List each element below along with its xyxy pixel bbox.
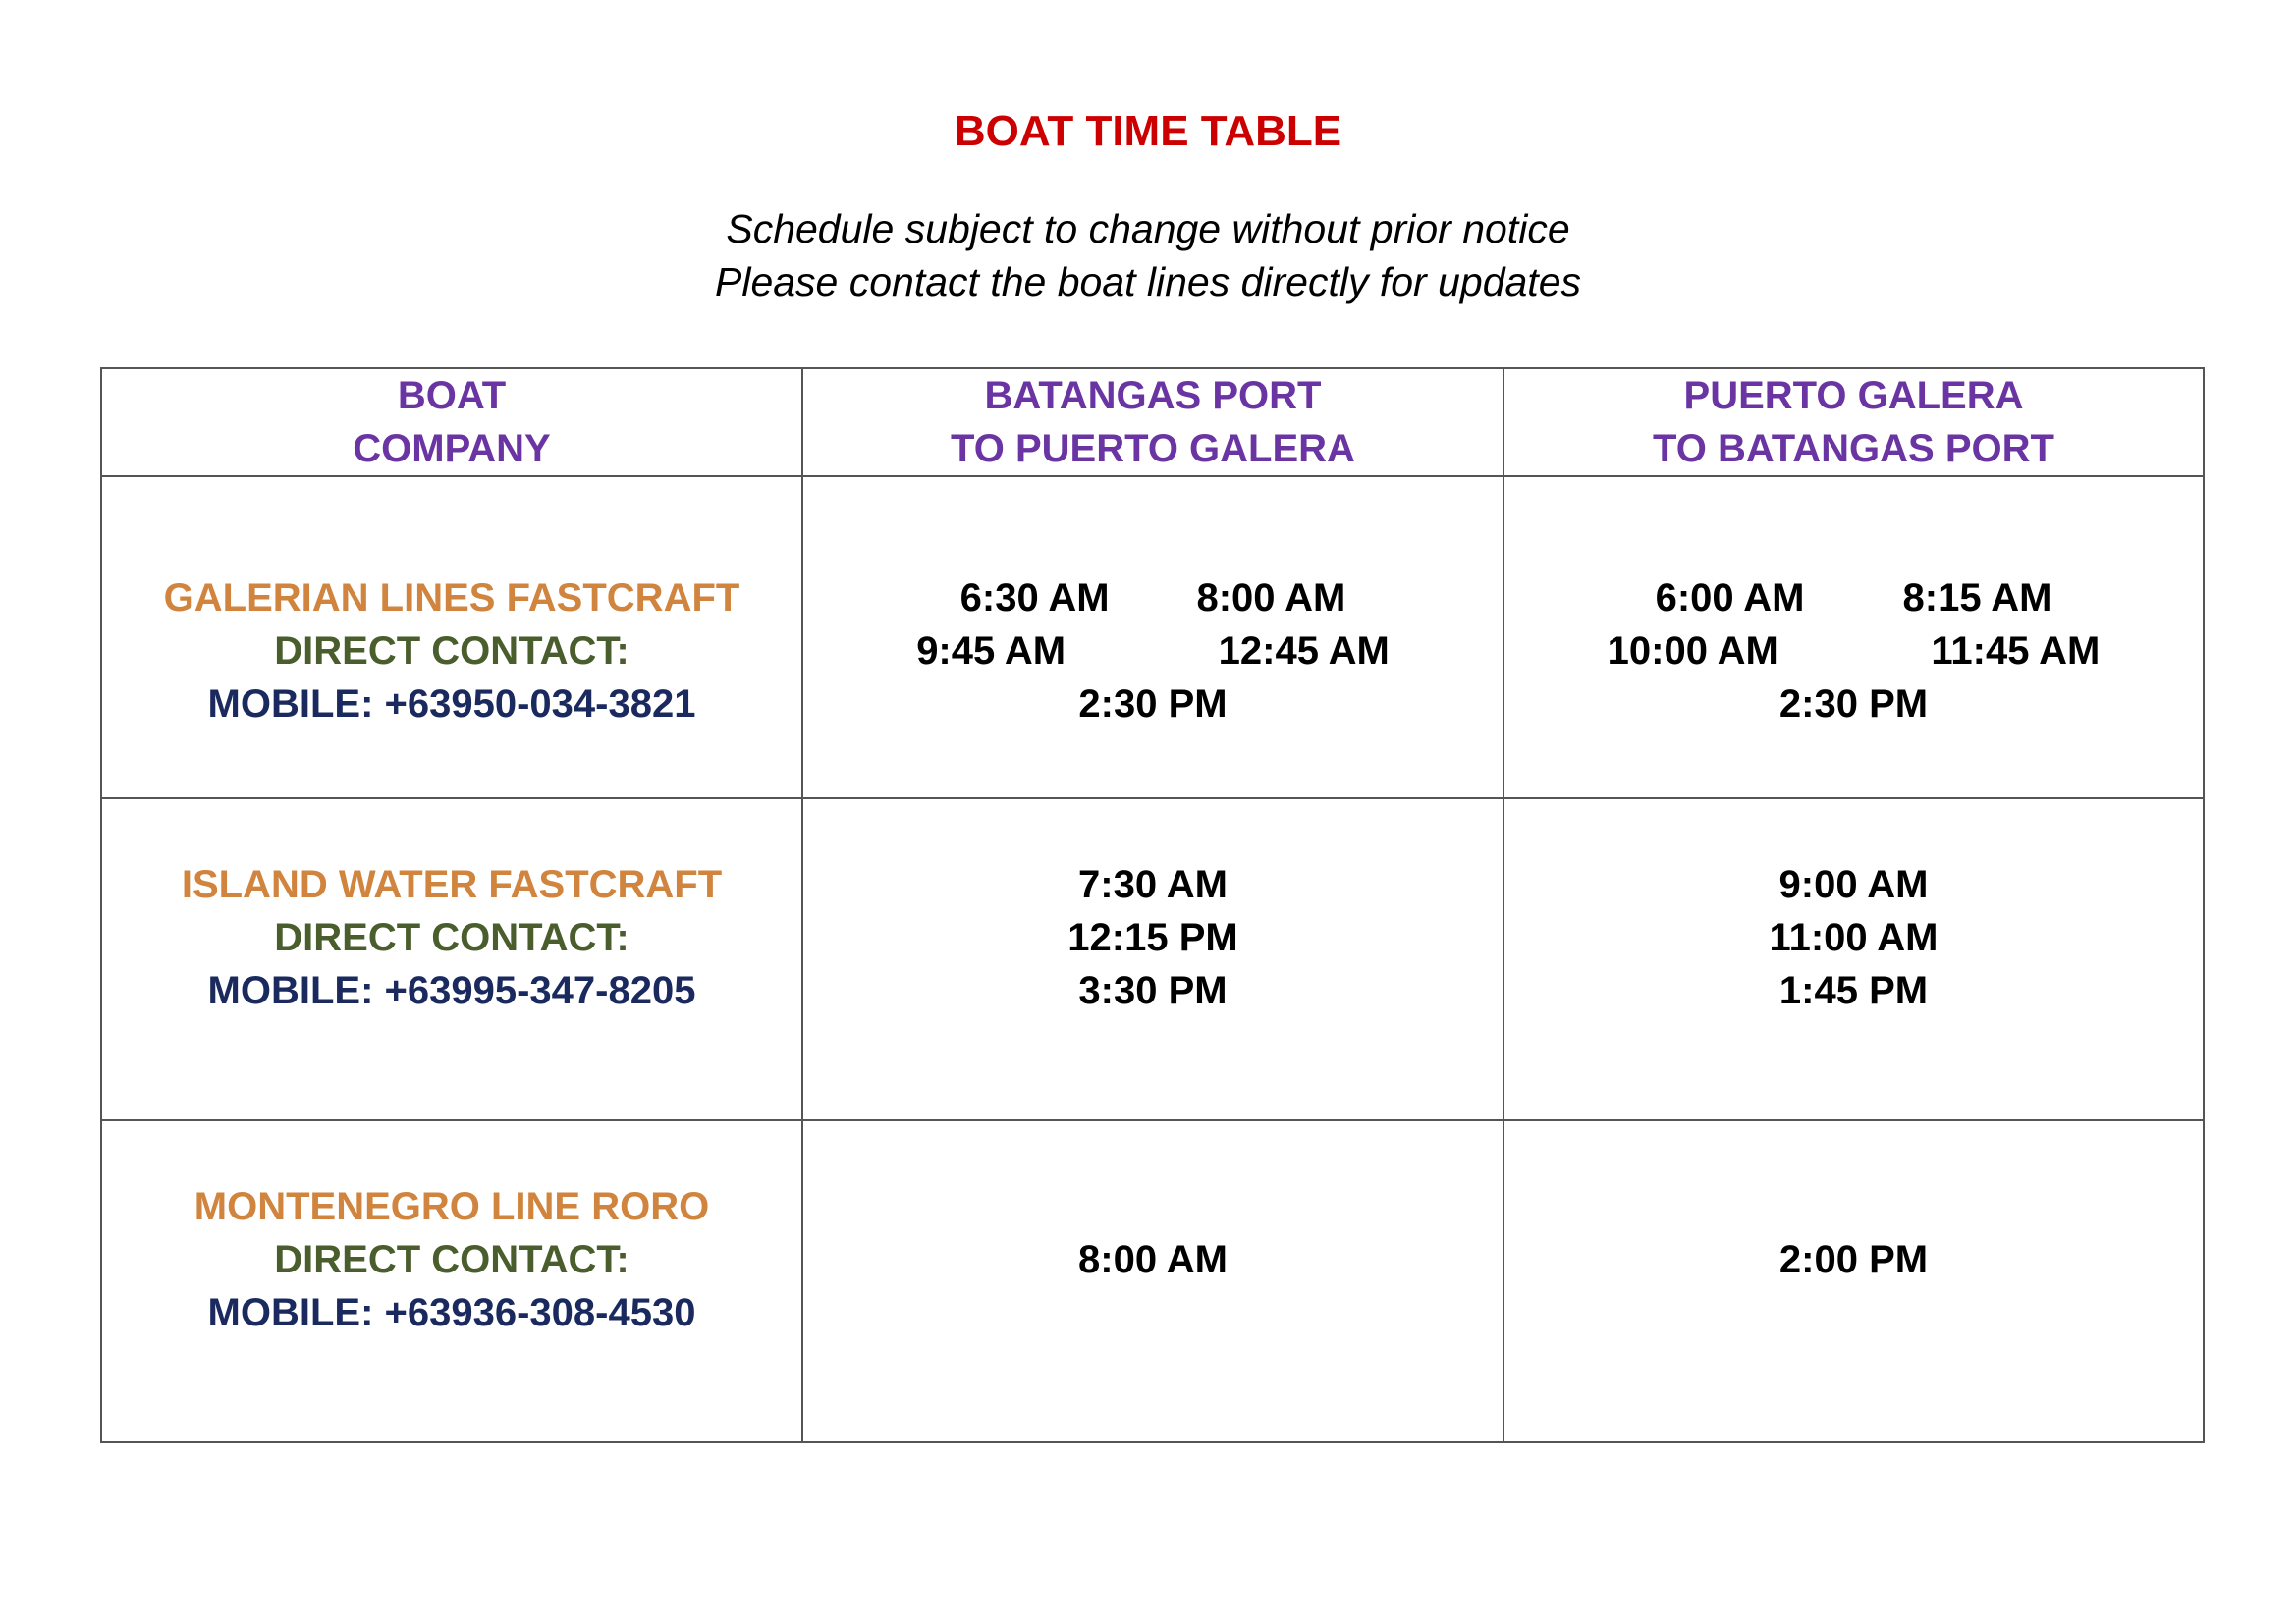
time-entry: 11:00 AM (1769, 916, 1939, 959)
header-line: TO PUERTO GALERA (951, 427, 1355, 470)
company-name: MONTENEGRO LINE RORO (193, 1185, 710, 1228)
time-entry: 1:45 PM (1778, 969, 1929, 1012)
header-line: TO BATANGAS PORT (1653, 427, 2054, 470)
mobile-number: MOBILE: +63950-034-3821 (207, 682, 696, 726)
header-puerto-to-batangas (1503, 368, 2204, 476)
contact-label: DIRECT CONTACT: (274, 629, 629, 673)
company-cell (101, 1120, 802, 1442)
company-cell (101, 798, 802, 1120)
time-entry: 2:30 PM (1078, 682, 1228, 726)
table-header-row (101, 368, 2204, 476)
contact-label: DIRECT CONTACT: (274, 916, 629, 959)
company-name: GALERIAN LINES FASTCRAFT (163, 576, 740, 620)
time-entry: 10:00 AM 11:45 AM (1607, 629, 2101, 673)
page-title: BOAT TIME TABLE (954, 107, 1342, 155)
time-entry: 3:30 PM (1078, 969, 1228, 1012)
header-line: PUERTO GALERA (1683, 374, 2024, 417)
mobile-number: MOBILE: +63995-347-8205 (207, 969, 696, 1012)
subtitle-line-1: Schedule subject to change without prior notice (726, 206, 1570, 251)
batangas-to-puerto-times (802, 798, 1503, 1120)
table-row (101, 476, 2204, 798)
time-entry: 2:30 PM (1778, 682, 1929, 726)
company-cell (101, 476, 802, 798)
time-entry: 2:00 PM (1778, 1238, 1929, 1281)
time-entry: 9:45 AM 12:45 AM (916, 629, 1390, 673)
timetable (100, 367, 2205, 1443)
header-line: BOAT (397, 374, 507, 417)
header-batangas-to-puerto (802, 368, 1503, 476)
table-row (101, 798, 2204, 1120)
puerto-to-batangas-times (1503, 798, 2204, 1120)
time-entry: 12:15 PM (1067, 916, 1238, 959)
header-boat-company (101, 368, 802, 476)
puerto-to-batangas-times (1503, 476, 2204, 798)
mobile-number: MOBILE: +63936-308-4530 (207, 1291, 696, 1334)
time-entry: 6:00 AM 8:15 AM (1655, 576, 2052, 620)
time-entry: 7:30 AM (1078, 863, 1228, 906)
company-name: ISLAND WATER FASTCRAFT (181, 863, 723, 906)
subtitle-line-2: Please contact the boat lines directly for updates (714, 259, 1582, 304)
time-entry: 6:30 AM 8:00 AM (959, 576, 1346, 620)
time-entry: 8:00 AM (1078, 1238, 1228, 1281)
table-row (101, 1120, 2204, 1442)
header-line: COMPANY (353, 427, 551, 470)
time-entry: 9:00 AM (1778, 863, 1929, 906)
batangas-to-puerto-times (802, 476, 1503, 798)
header-line: BATANGAS PORT (984, 374, 1322, 417)
batangas-to-puerto-times (802, 1120, 1503, 1442)
puerto-to-batangas-times (1503, 1120, 2204, 1442)
contact-label: DIRECT CONTACT: (274, 1238, 629, 1281)
